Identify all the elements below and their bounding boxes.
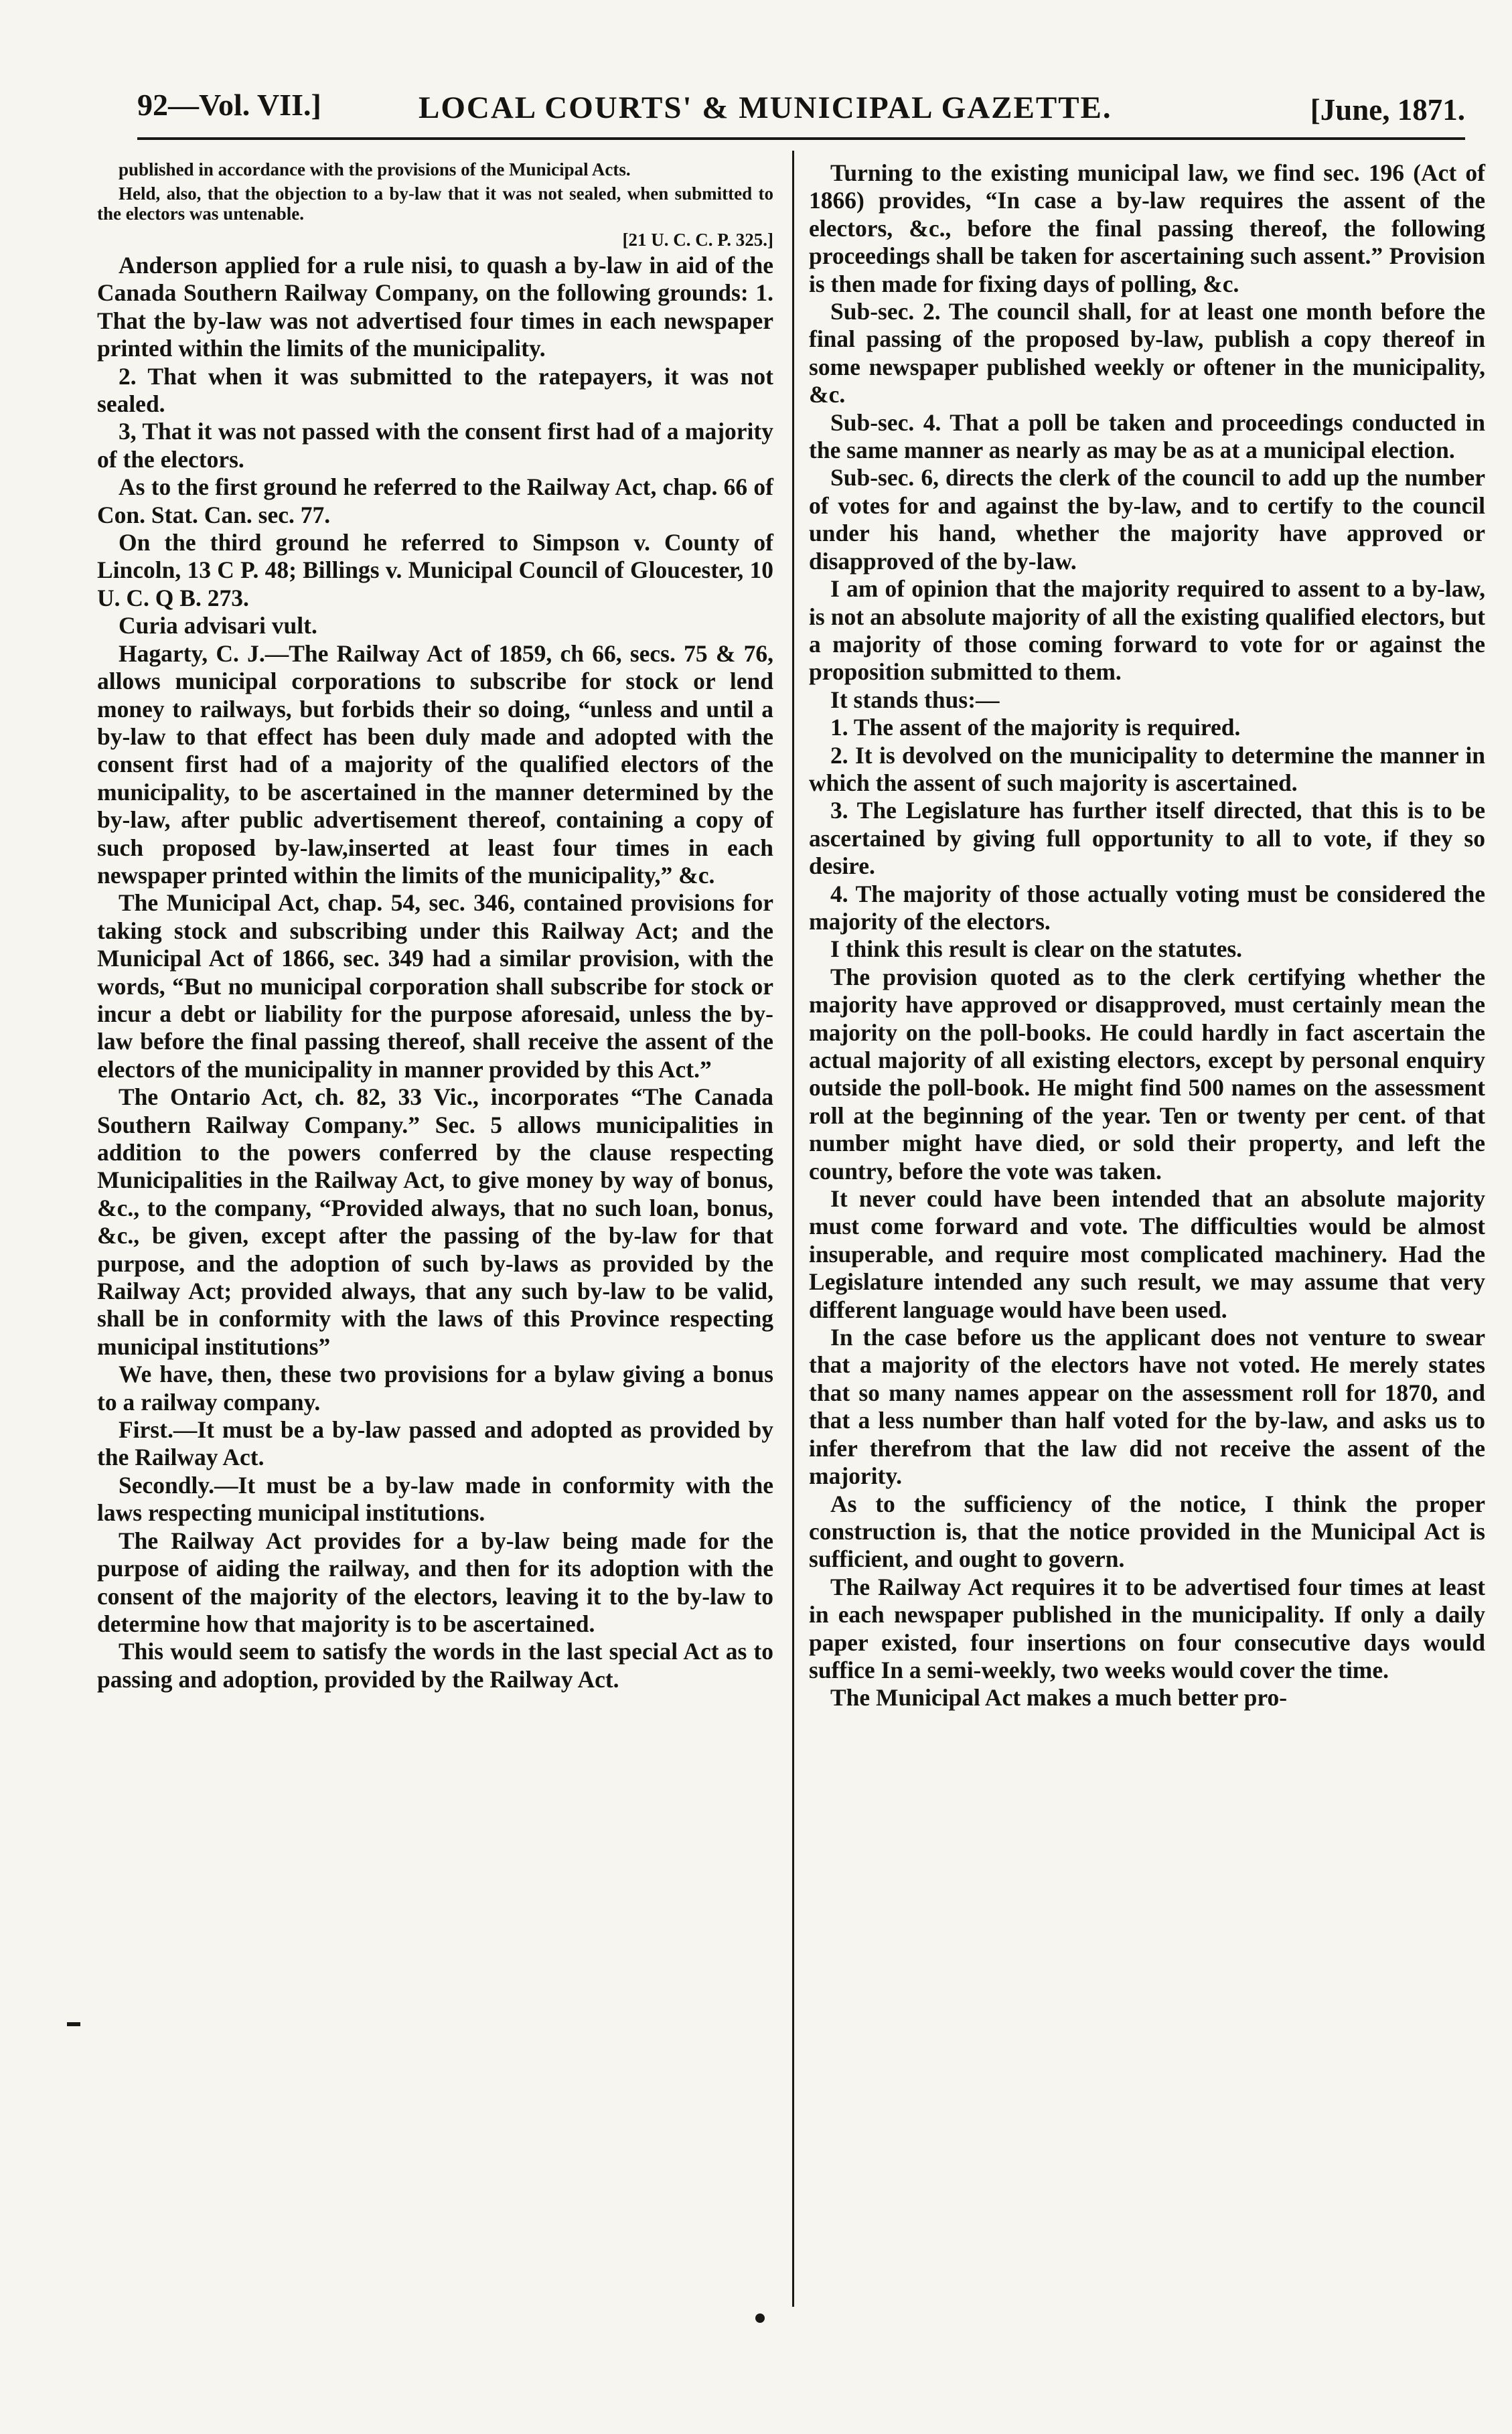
numbered-point: 3. The Legislature has further itself directed, that this is to be ascertained by giving full opportunity to all to vote, if they so desire. (809, 797, 1485, 880)
right-column (809, 159, 1485, 1712)
paragraph: The Municipal Act makes a much better pro- (830, 1684, 1288, 1712)
paragraph: I think this result is clear on the statutes. (830, 935, 1243, 963)
numbered-point: 2. It is devolved on the municipality to determine the manner in which the assent of such majority is ascertained. (809, 741, 1485, 796)
paragraph: Sub-sec. 2. The council shall, for at least one month before the final passing of the proposed by-law, publish a copy thereof in some newspaper published weekly or oftener in the municipality, &c. (809, 298, 1485, 408)
paragraph: As to the first ground he referred to the Railway Act, chap. 66 of Con. Stat. Can. sec. 77. (97, 473, 773, 528)
page-number-volume: 92—Vol. VII.] (137, 88, 321, 122)
citation: [21 U. C. C. P. 325.] (622, 230, 773, 250)
paragraph: This would seem to satisfy the words in the last special Act as to passing and adoption, provided by the Railway Act. (97, 1638, 773, 1693)
paragraph: The Railway Act provides for a by-law being made for the purpose of aiding the railway, and then for its adoption with the consent of the majority of the electors, leaving it to the by-law to determine how that majority is to be ascertained. (97, 1527, 773, 1637)
header-rule (137, 137, 1465, 140)
left-column (97, 159, 773, 1693)
paragraph: We have, then, these two provisions for a bylaw giving a bonus to a railway company. (97, 1361, 773, 1416)
paragraph: Sub-sec. 6, directs the clerk of the council to add up the number of votes for and against the by-law, and to certify to the council under his hand, whether the majority have approved or disapproved of the by-law. (809, 464, 1485, 575)
paragraph: Turning to the existing municipal law, we find sec. 196 (Act of 1866) provides, “In case a by-law requires the assent of the electors, &c., before the final passing thereof, the following proceedings shall be taken for ascertaining such assent.” Provision is then made for fixing days of polling, &c. (809, 159, 1485, 297)
margin-mark (67, 2022, 80, 2026)
paragraph: Sub-sec. 4. That a poll be taken and proceedings conducted in the same manner as nearly as may be as at a municipal election. (809, 408, 1485, 464)
paragraph: Secondly.—It must be a by-law made in conformity with the laws respecting municipal institutions. (97, 1471, 773, 1527)
footer-dot (755, 2313, 765, 2323)
numbered-point: 4. The majority of those actually voting must be considered the majority of the electors. (809, 880, 1485, 935)
paragraph: Curia advisari vult. (119, 612, 317, 639)
numbered-point: 1. The assent of the majority is required. (830, 714, 1241, 741)
paragraph: Hagarty, C. J.—The Railway Act of 1859, ch 66, secs. 75 & 76, allows municipal corporations to subscribe for stock or lend money to railways, but forbids their so doing, “unless and until a by-law to that effect has been duly made and adopted with the consent first had of a majority of the qualified electors of the municipality, to be ascertained in the manner determined by the by-law, after public advertisement thereof, containing a copy of such proposed by-law,inserted at least four times in each newspaper printed within the limits of the municipality,” &c. (97, 639, 773, 889)
issue-date: [June, 1871. (1310, 93, 1465, 127)
paragraph: As to the sufficiency of the notice, I think the proper construction is, that the notice provided in the Municipal Act is sufficient, and ought to govern. (809, 1490, 1485, 1573)
paragraph: The provision quoted as to the clerk certifying whether the majority have approved or disapproved, must certainly mean the majority on the poll-books. He could hardly in fact ascertain the actual majority of all existing electors, except by personal enquiry outside the poll-book. He might find 500 names on the assessment roll at the beginning of the year. Ten or twenty per cent. of that number might have died, or sold their property, and left the country, before the vote was taken. (809, 963, 1485, 1185)
paragraph: 3, That it was not passed with the consent first had of a majority of the electors. (97, 418, 773, 473)
page-header (137, 87, 1465, 137)
paragraph: It never could have been intended that an absolute majority must come forward and vote. The difficulties would be almost insuperable, and require most complicated machinery. Had the Legislature intended any such result, we may assume that very different language would have been used. (809, 1185, 1485, 1323)
paragraph: Anderson applied for a rule nisi, to quash a by-law in aid of the Canada Southern Railway Company, on the following grounds: 1. That the by-law was not advertised four times in each newspaper printed within the limits of the municipality. (97, 252, 773, 362)
paragraph: It stands thus:— (830, 686, 1000, 713)
paragraph: Held, also, that the objection to a by-law that it was not sealed, when submitted to the electors was untenable. (97, 183, 773, 224)
paragraph: The Railway Act requires it to be advertised four times at least in each newspaper published in the municipality. If only a daily paper existed, four insertions on four consecutive days would suffice In a semi-weekly, two weeks would cover the time. (809, 1573, 1485, 1683)
paragraph: In the case before us the applicant does not venture to swear that a majority of the electors have not voted. He merely states that so many names appear on the assessment roll for 1870, and that a less number than half voted for the by-law, and asks us to infer therefrom that the law did not receive the assent of the majority. (809, 1324, 1485, 1490)
paragraph: 2. That when it was submitted to the ratepayers, it was not sealed. (97, 362, 773, 418)
column-divider (792, 151, 794, 2307)
paragraph: On the third ground he referred to Simpson v. County of Lincoln, 13 C P. 48; Billings v. Municipal Council of Gloucester, 10 U. C. Q B. 273. (97, 529, 773, 611)
publication-title: LOCAL COURTS' & MUNICIPAL GAZETTE. (419, 90, 1112, 125)
paragraph: published in accordance with the provisions of the Municipal Acts. (119, 159, 631, 179)
paragraph: I am of opinion that the majority required to assent to a by-law, is not an absolute majority of all the existing qualified electors, but a majority of those coming forward to vote for or against the proposition submitted to them. (809, 575, 1485, 686)
paragraph: The Municipal Act, chap. 54, sec. 346, contained provisions for taking stock and subscribing under this Railway Act; and the Municipal Act of 1866, sec. 349 had a similar provision, with the words, “But no municipal corporation shall subscribe for stock or incur a debt or liability for the purpose aforesaid, unless the by-law before the final passing thereof, shall receive the assent of the electors of the municipality in manner provided by this Act.” (97, 889, 773, 1083)
paragraph: The Ontario Act, ch. 82, 33 Vic., incorporates “The Canada Southern Railway Company.” Sec. 5 allows municipalities in addition to the powers conferred by the clause respecting Municipalities in the Railway Act, to give money by way of bonus, &c., to the company, “Provided always, that no such loan, bonus, &c., be given, except after the passing of the by-law for that purpose, and the adoption of such by-laws as provided by the Railway Act; provided always, that any such by-law to be valid, shall be in conformity with the laws of this Province respecting municipal institutions” (97, 1083, 773, 1360)
paragraph: First.—It must be a by-law passed and adopted as provided by the Railway Act. (97, 1416, 773, 1471)
